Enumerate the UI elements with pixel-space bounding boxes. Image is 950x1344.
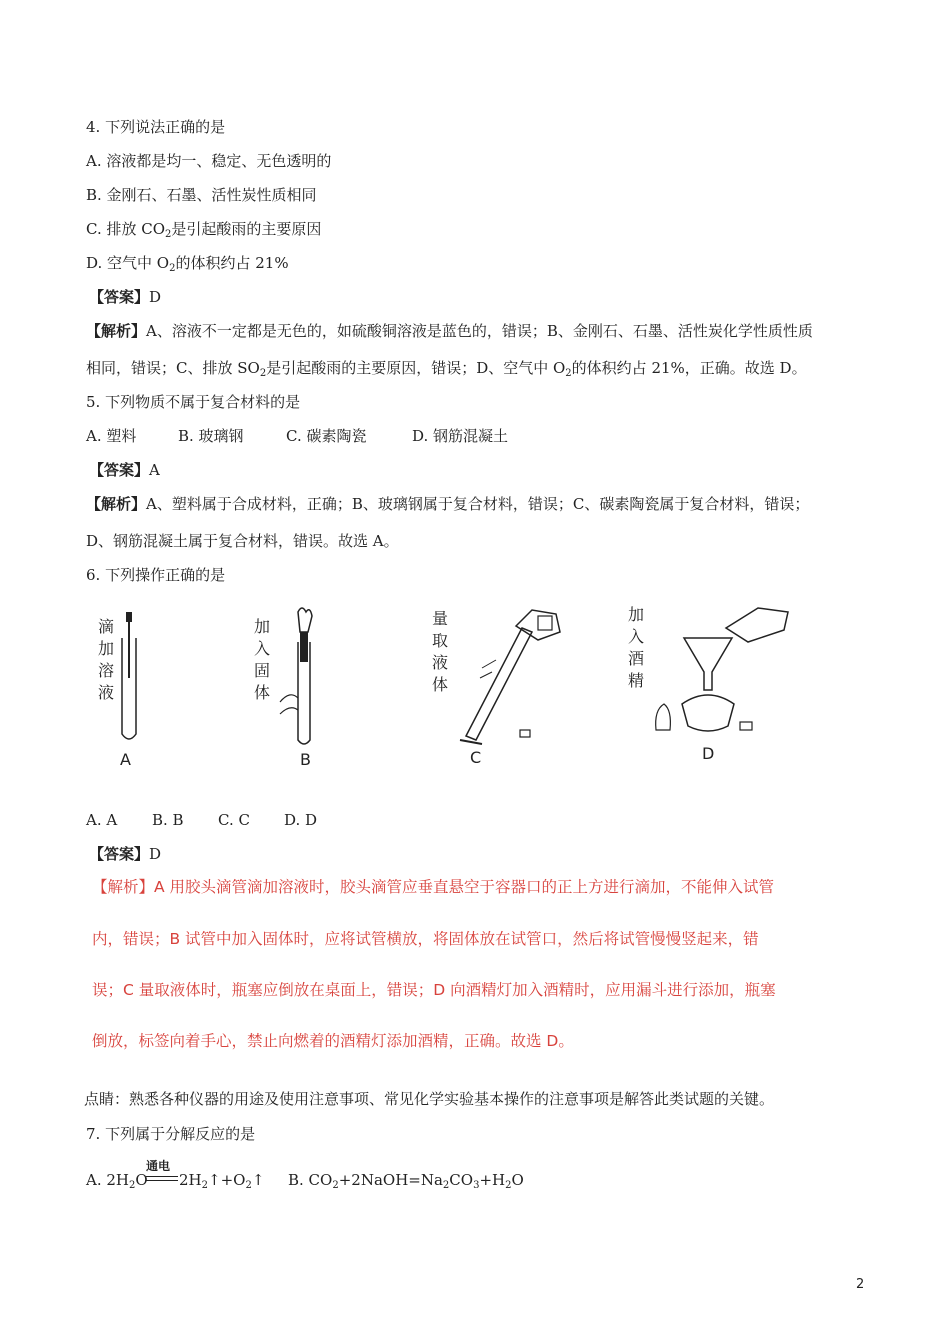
q5-analysis-line-2: D、钢筋混凝土属于复合材料，错误。故选 A。 — [86, 532, 399, 550]
page-number: 2 — [856, 1277, 865, 1292]
electrolysis-condition: 通电 — [146, 1156, 178, 1190]
figure-c-caption: 量取液体 — [431, 609, 448, 694]
figure-b-caption: 加入固体 — [253, 617, 270, 702]
q5-option-d: D. 钢筋混凝土 — [412, 427, 509, 445]
q6-tip: 点睛：熟悉各种仪器的用途及使用注意事项、常见化学实验基本操作的注意事项是解答此类试题的关键。 — [84, 1090, 775, 1108]
alcohol-lamp-funnel-illustration — [648, 598, 798, 748]
q6-analysis-line-1: 【解析】A 用胶头滴管滴加溶液时，胶头滴管应垂直悬空于容器口的正上方进行滴加，不能伸入试管 — [92, 878, 775, 896]
q5-answer: 【答案】A — [89, 461, 160, 479]
q6-analysis-line-3: 误；C 量取液体时，瓶塞应倒放在桌面上，错误；D 向酒精灯加入酒精时，应用漏斗进行添加，瓶塞 — [92, 981, 776, 999]
q6-analysis-line-2: 内，错误；B 试管中加入固体时，应将试管横放，将固体放在试管口，然后将试管慢慢竖起来，错 — [92, 930, 759, 948]
q4-option-b: B. 金刚石、石墨、活性炭性质相同 — [86, 186, 317, 204]
q6-option-d: D. D — [284, 811, 318, 829]
q7-options — [86, 1159, 524, 1192]
graduated-cylinder-illustration — [452, 598, 582, 748]
figure-d-caption: 加入酒精 — [627, 605, 644, 690]
q6-figures — [86, 598, 846, 773]
q5-stem: 5. 下列物质不属于复合材料的是 — [86, 393, 301, 411]
q7-option-a-products: $2H_2↑+O_2↑$ — [179, 1171, 265, 1191]
q6-options — [86, 810, 346, 830]
q6-option-b: B. B — [152, 811, 184, 829]
q6-option-c: C. C — [218, 811, 250, 829]
q6-stem: 6. 下列操作正确的是 — [86, 566, 226, 584]
figure-b-letter: B — [300, 750, 311, 769]
q7-option-b: B. $CO_2+2NaOH=Na_2CO_3+H_2O$ — [288, 1171, 524, 1191]
q5-option-b: B. 玻璃钢 — [178, 427, 244, 445]
figure-c-letter: C — [470, 748, 482, 767]
dropper-test-tube-illustration — [116, 608, 146, 748]
q4-stem: 4. 下列说法正确的是 — [86, 118, 226, 136]
q5-analysis-line-1: 【解析】A、塑料属于合成材料，正确；B、玻璃钢属于复合材料，错误；C、碳素陶瓷属于复合材料，错误； — [86, 495, 810, 513]
q5-option-c: C. 碳素陶瓷 — [286, 427, 367, 445]
q6-option-a: A. A — [86, 811, 118, 829]
q6-answer: 【答案】D — [89, 845, 162, 863]
figure-d-letter: D — [702, 744, 715, 763]
q4-option-c: C. 排放 $CO_2$是引起酸雨的主要原因 — [86, 220, 322, 240]
q5-options — [86, 426, 546, 446]
figure-a-caption: 滴加溶液 — [97, 617, 114, 702]
q7-stem: 7. 下列属于分解反应的是 — [86, 1125, 256, 1143]
q6-analysis-line-4: 倒放，标签向着手心，禁止向燃着的酒精灯添加酒精，正确。故选 D。 — [92, 1032, 574, 1050]
figure-a-letter: A — [120, 750, 131, 769]
q4-option-a: A. 溶液都是均一、稳定、无色透明的 — [86, 152, 332, 170]
q4-option-d: D. 空气中 $O_2$的体积约占 21% — [86, 254, 289, 274]
q4-answer: 【答案】D — [89, 288, 162, 306]
q4-analysis-line-1: 【解析】A、溶液不一定都是无色的，如硫酸铜溶液是蓝色的，错误；B、金刚石、石墨、活性炭化学性质性质 — [86, 322, 813, 340]
q7-option-a: A. $2H_2O$ — [86, 1171, 148, 1191]
solid-test-tube-illustration — [276, 602, 336, 752]
q5-option-a: A. 塑料 — [86, 427, 137, 445]
q4-analysis-line-2: 相同，错误；C、排放 $SO_2$是引起酸雨的主要原因，错误；D、空气中 $O_2$的体积约占 21%，正确。故选 D。 — [86, 359, 807, 379]
